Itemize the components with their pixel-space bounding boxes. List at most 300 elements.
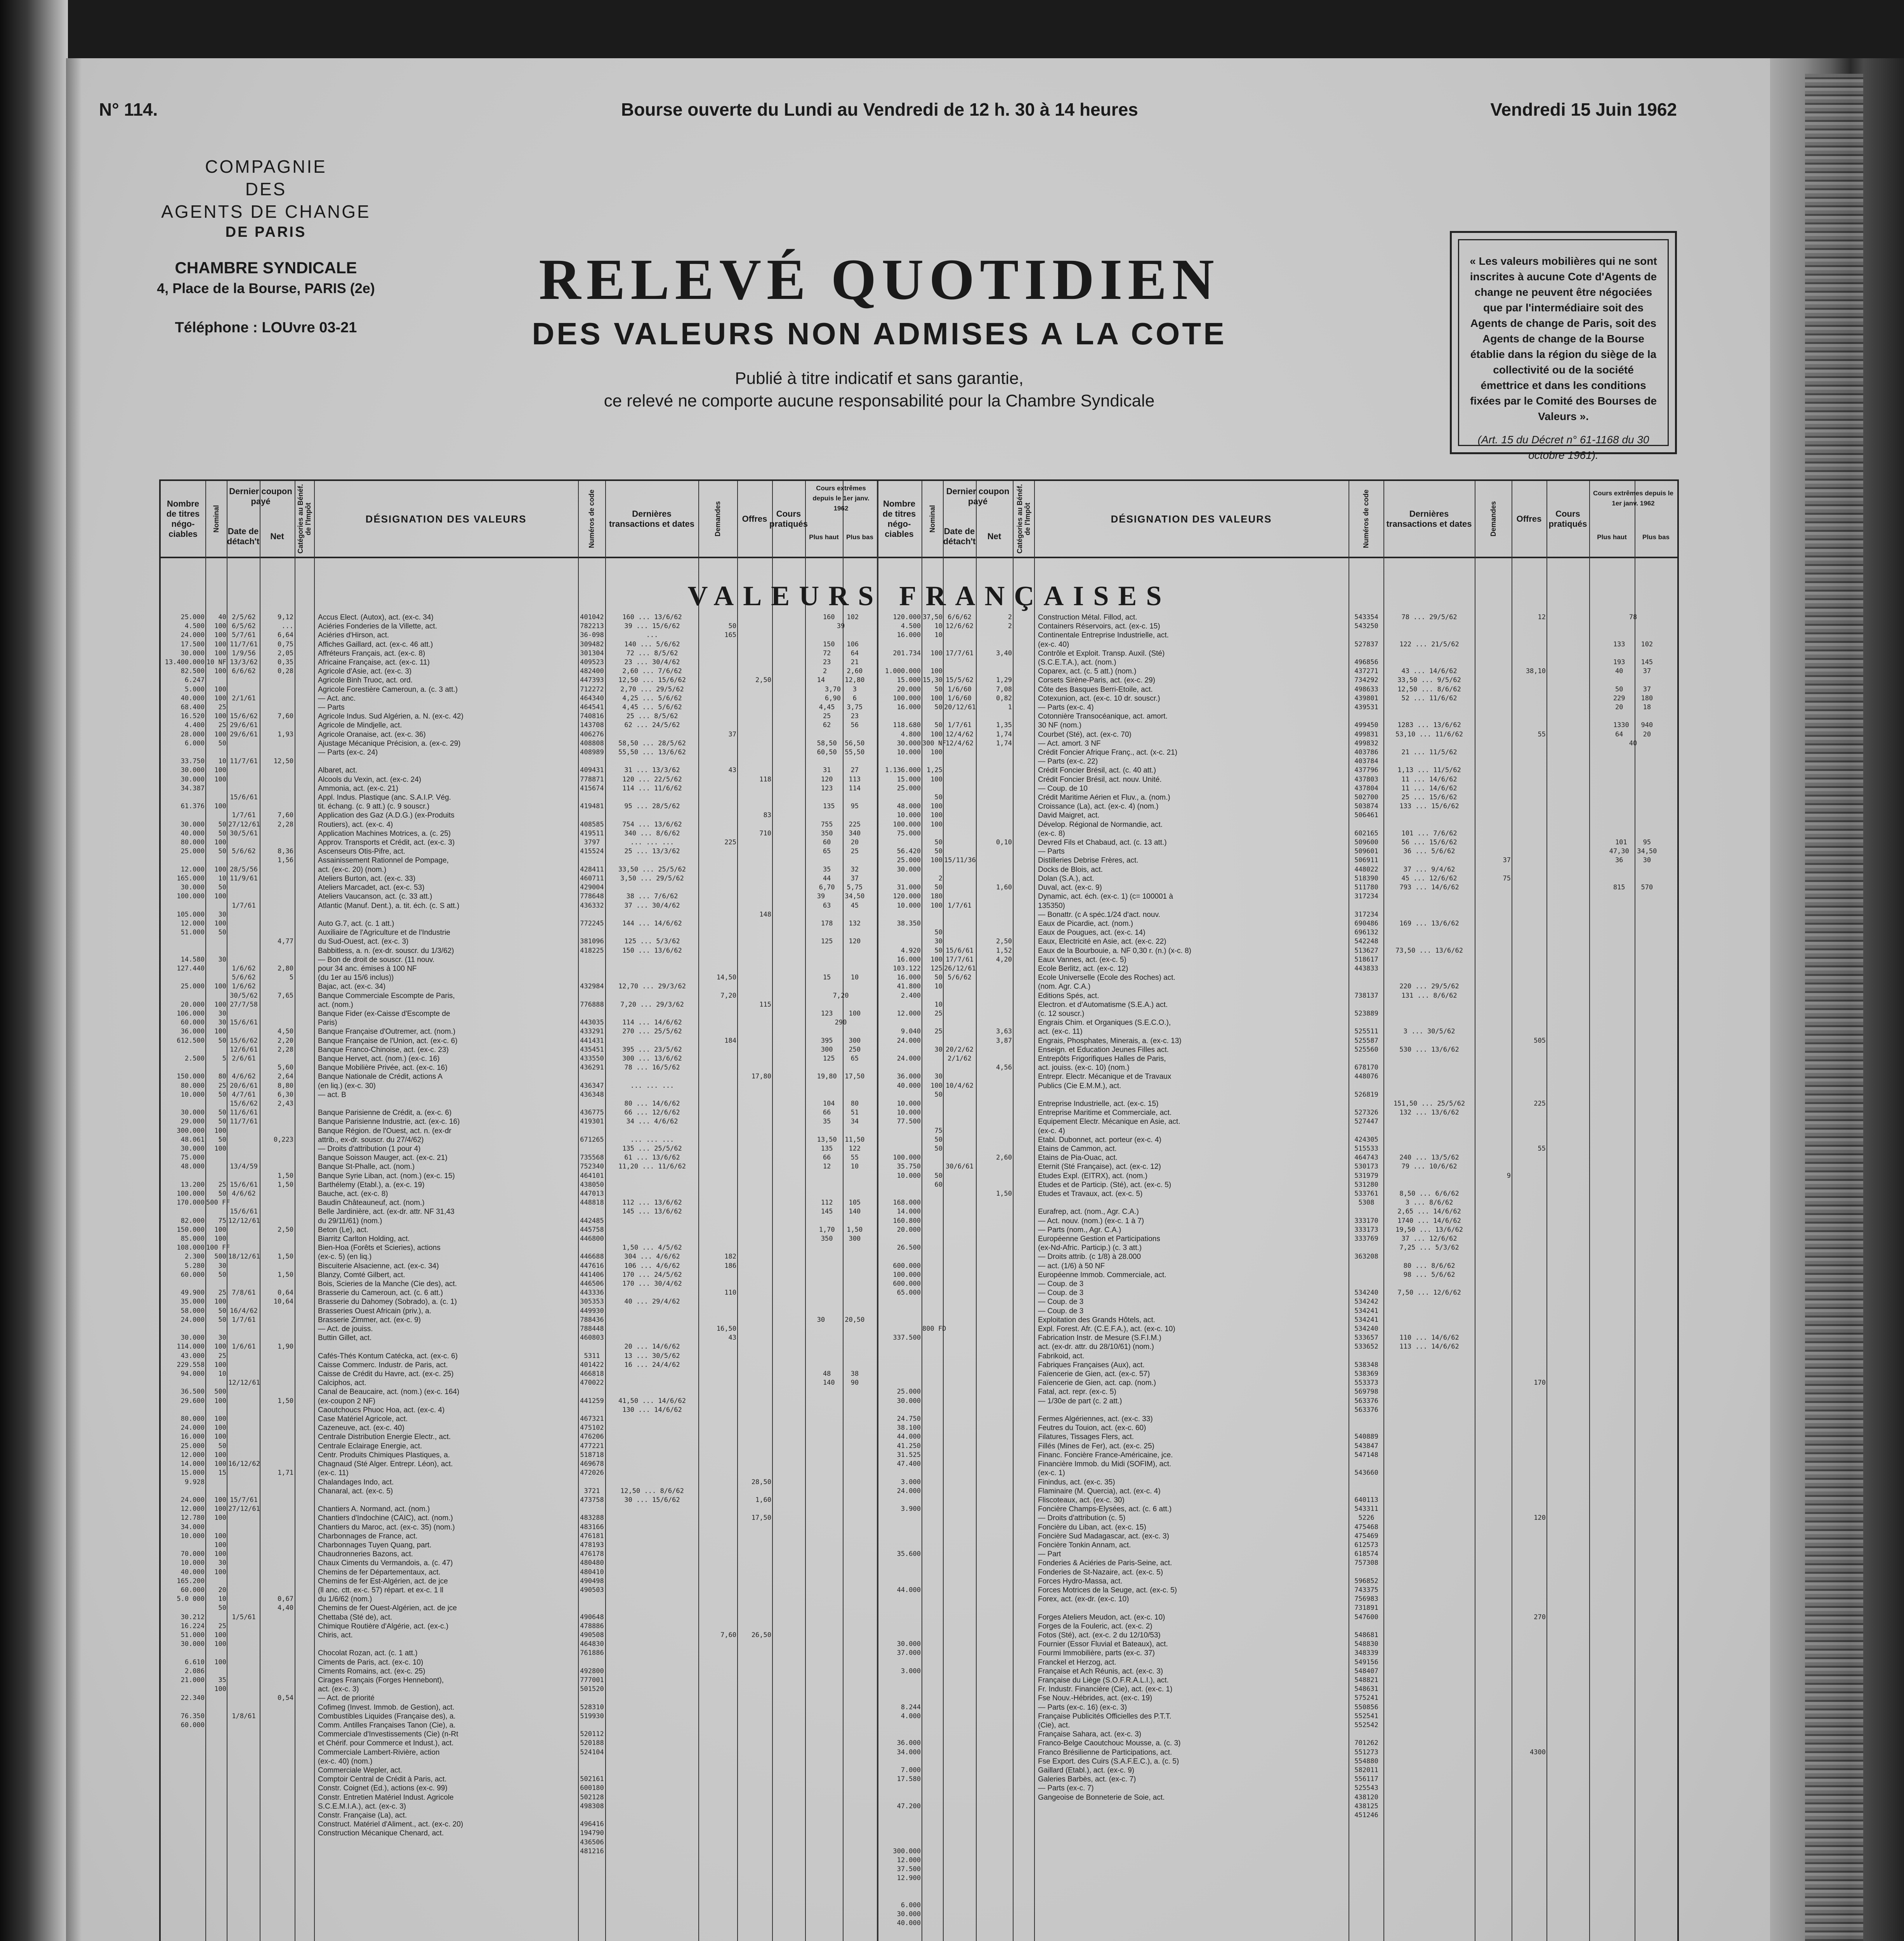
col-header-date-detach-right: Date de détach't [943, 526, 976, 546]
designation-row: Foncière Sud Madagascar, act. (ex-c. 3) [1038, 1532, 1169, 1540]
col-header-demandes-text: Demandes [714, 501, 722, 537]
designation-row: Cafés-Thés Kontum Catécka, act. (ex-c. 6) [318, 1352, 458, 1360]
designation-row: Chaux Ciments du Vermandois, a. (c. 47) [318, 1559, 453, 1568]
designation-row: (Cie), act. [1038, 1721, 1070, 1729]
designation-row: Entrepôts Frigorifiques Halles de Paris, [1038, 1054, 1166, 1063]
designation-row: Etudes et Travaux, act. (ex-c. 5) [1038, 1190, 1143, 1198]
designation-row: Eternit (Sté Française), act. (ex-c. 12) [1038, 1163, 1161, 1171]
designation-row: Eaux Vannes, act. (ex-c. 5) [1038, 955, 1126, 964]
designation-row: (ll anc. ctt. ex-c. 57) répart. et ex-c. 1 ll [318, 1586, 444, 1594]
designation-row: Centrale Eclairage Energie, act. [318, 1442, 422, 1450]
designation-row: Ecole Universelle (Ecole des Roches) act. [1038, 974, 1175, 982]
designation-row: Chemins de fer Départementaux, act. [318, 1568, 441, 1576]
designation-row [318, 1342, 576, 1351]
issue-number: N° 114. [99, 99, 158, 120]
designation-row: Européenne Immob. Commerciale, act. [1038, 1271, 1166, 1279]
right-extremes-column: 78 133 102 193 145 40 37 50 37 229 180 20 18 1330 940 64 20 40 101 95 47,30 34,50 36 30 815 570 [1609, 613, 1657, 892]
designation-row: Fabrication Instr. de Mesure (S.F.I.M.) [1038, 1334, 1161, 1342]
designation-row: — Act. de jouiss. [318, 1325, 373, 1333]
designation-row: Eaux de la Bourbouie, a. NF 0,30 r. (n.) (x-c. 8) [1038, 946, 1191, 955]
col-header-designation-right: DÉSIGNATION DES VALEURS [1111, 513, 1272, 525]
designation-row: Fotos (Sté), act. (ex-c. 2 du 12/10/53) [1038, 1631, 1161, 1639]
right-coupon-date-column: 6/6/62 12/6/62 17/7/61 15/5/62 1/6/60 1/6/60 20/12/61 1/7/61 12/4/62 12/4/62 15/11/36 1/7/61 15/6/61 17/7/61 26/12/61 5/6/62 20/2/62 2/1/62 10/4/62 30/6/61 [944, 613, 976, 1171]
designation-row: du Sud-Ouest, act. (ex-c. 3) [318, 938, 409, 946]
designation-row: (ex-c. 11) [318, 1469, 349, 1477]
designation-row: Etains de Pia-Ouac, act. [1038, 1154, 1118, 1162]
publisher-block [99, 155, 433, 336]
designation-row: Française Sahara, act. (ex-c. 3) [1038, 1730, 1142, 1739]
designation-row: — Droits d'attribution (c. 5) [1038, 1514, 1126, 1523]
designation-row: Distilleries Debrise Frères, act. [1038, 856, 1139, 865]
designation-row: — act. B [318, 1090, 346, 1099]
designation-row: Filatures, Tissages Flers, act. [1038, 1433, 1134, 1441]
designation-row: Paris) [318, 1019, 337, 1027]
designation-row: — Droits attrib. (c 1/8) à 28.000 [1038, 1253, 1141, 1261]
designation-row: — Act. nouv. (nom.) (ex-c. 1 à 7) [1038, 1217, 1144, 1225]
col-header-numeros [578, 481, 605, 557]
designation-row: act. (nom.) [318, 1000, 353, 1009]
designation-row: Banque Nationale de Crédit, actions A [318, 1073, 443, 1081]
page-shadow [66, 58, 82, 1941]
designation-row: Chimique Routière d'Algérie, act. (ex-c.) [318, 1622, 449, 1630]
left-dernieres-column: 160 ... 13/6/62 39 ... 15/6/62 ... 140 ... 5/6/62 72 ... 8/5/62 23 ... 30/4/62 2,60 ... 7/6/62 12,50 ... 15/6/62 2,70 ... 29/5/62 4,25 ... 5/6/62 4,45 ... 5/6/62 25 ... 8/5/62 62 ... 24/5/62 58,50 ... 28/5/62 55,50 ... 13/6/62 31 ... 13/3/62 120 ... 22/5/62 114 ... 11/6/62 95 ... 28/5/62 754 ... 13/6/62 340 ... 8/6/62 ... ... ... 25 ... 13/3/62 33,50 ... 25/5/62 3,50 ... 29/5/62 38 ... 7/6/62 37 ... 30/4/62 144 ... 14/6/62 125 ... 5/3/62 150 ... 13/6/62 12,70 ... 29/3/62 7,20 ... 29/3/62 114 ... 14/6/62 270 ... 25/5/62 395 ... 23/5/62 300 ... 13/6/62 78 ... 16/5/62 ... ... ... 80 ... 14/6/62 66 ... 12/6/62 34 ... 4/6/62 ... ... ... 135 ... 25/5/62 61 ... 13/6/62 11,20 ... 11/6/62 112 ... 13/6/62 145 ... 13/6/62 1,50 ... 4/5/62 304 ... 4/6/62 106 ... 4/6/62 170 ... 24/5/62 170 ... 30/4/62 40 ... 29/4/62 20 ... 14/6/62 13 ... 30/5/62 16 ... 24/4/62 41,50 ... 14/6/62 130 ... 14/6/62 12,50 ... 8/6/62 30 ... 15/6/62 [618, 613, 686, 1504]
col-header-offres-right: Offres [1516, 514, 1542, 524]
designation-row: Banque Parisienne de Crédit, a. (ex-c. 6) [318, 1109, 452, 1117]
issue-date: Vendredi 15 Juin 1962 [1490, 99, 1677, 120]
left-demandes-column: 50 165 37 43 225 14,50 7,20 184 182 186 110 16,50 43 7,60 [716, 622, 736, 1639]
designation-row: Etains de Cammon, act. [1038, 1144, 1117, 1153]
designation-row: (ex-c. 4) [1038, 1127, 1065, 1135]
designation-row: Foncière du Liban, act. (ex-c. 15) [1038, 1523, 1146, 1531]
designation-row: et Chérif. pour Commerce et Indust.), act. [318, 1739, 454, 1748]
designation-row: Enseign. et Education Jeunes Filles act. [1038, 1045, 1169, 1054]
designation-row: Financ. Foncière France-Américaine, jce. [1038, 1451, 1173, 1459]
designation-row: Constr. Entretien Matériel Indust. Agricole [318, 1793, 454, 1802]
designation-row: Ateliers Burton, act. (ex-c. 33) [318, 874, 416, 883]
designation-row: Crédit Foncier Brésil, act. nouv. Unité. [1038, 775, 1162, 784]
designation-row: Ateliers Vaucanson, act. (c. 33 att.) [318, 892, 432, 901]
designation-row: Banque Française de l'Union, act. (ex-c. 6) [318, 1036, 458, 1045]
designation-row: Brasserie du Cameroun, act. (c. 6 att.) [318, 1289, 443, 1297]
col-header-categories-right [1013, 481, 1034, 557]
designation-row [318, 1640, 576, 1649]
designation-row: Financière Immob. du Midi (SOFIM), act. [1038, 1460, 1172, 1469]
col-header-extremes-right: Cours extrêmes depuis le 1er janv. 1962 [1593, 490, 1673, 507]
designation-row: Duval, act. (ex-c. 9) [1038, 884, 1102, 892]
col-header-extremes: Cours extrêmes depuis le 1er janv. 1962 [812, 484, 870, 512]
right-demandes-column: 37 75 9 [1503, 856, 1511, 1180]
designation-row: Accus Elect. (Autox), act. (ex-c. 34) [318, 613, 434, 622]
designation-row: Belle Jardinière, act. (ex-dr. attr. NF 31,43 [318, 1208, 455, 1216]
designation-row: du 1/6/62 (nom.) [318, 1595, 372, 1604]
left-nombre-column: 25.000 4.500 24.000 17.500 30.000 13.400.000 82.500 6.247 5.000 40.000 68.400 16.520 4.400 28.000 6.000 33.750 30.000 30.000 34.387 61.376 30.000 40.000 80.000 25.000 12.000 165.000 30.000 100.000 105.000 12.000 51.000 14.580 127.440 25.000 20.000 106.000 60.000 36.000 612.500 2.500 150.000 80.000 10.000 30.000 29.000 300.000 48.061 30.000 75.000 48.000 13.200 100.000 170.000 82.000 150.000 85.000 108.000 2.300 5.280 60.000 49.900 35.000 58.000 24.000 30.000 114.000 43.000 229.558 94.000 36.500 29.600 80.000 24.000 16.000 25.000 12.000 14.000 15.000 9.928 24.000 12.000 12.780 34.000 10.000 70.000 10.000 40.000 165.200 60.000 5.0 000 30.212 16.224 51.000 30.000 6.610 2.086 21.000 22.340 76.350 60.000 [165, 613, 205, 1729]
designation-row: act. jouiss. (ex-c. 10) (nom.) [1038, 1064, 1130, 1072]
designation-row: (ex-c. 40) [1038, 640, 1069, 649]
col-header-nominal-text: Nominal [212, 505, 220, 533]
designation-row: Alcools du Vexin, act. (ex-c. 24) [318, 775, 422, 784]
designation-row: act. (ex-c. 11) [1038, 1028, 1083, 1036]
designation-row [318, 1496, 576, 1505]
designation-row: Crédit Foncier Brésil, act. (c. 40 att.) [1038, 766, 1156, 775]
title-block [458, 248, 1300, 412]
designation-row: Fse Nouv.-Hébrides, act. (ex-c. 19) [1038, 1694, 1152, 1703]
designation-row: Entrepr. Electr. Mécanique et de Travaux [1038, 1073, 1172, 1081]
designation-row: Bois, Scieries de la Manche (Cie des), act. [318, 1280, 457, 1288]
designation-row: Appl. Indus. Plastique (anc. S.A.I.P. Vég. [318, 793, 451, 802]
publisher-line: DES [245, 179, 287, 199]
designation-row: Brasserie Zimmer, act. (ex-c. 9) [318, 1316, 421, 1324]
book-binding [1770, 58, 1904, 1941]
designation-row: Cotexunion, act. (ex-c. 10 dr. souscr.) [1038, 694, 1160, 703]
designation-row: Biscuiterie Alsacienne, act. (ex-c. 34) [318, 1262, 439, 1270]
designation-row: Construct. Matériel d'Aliment., act. (ex-c. 20) [318, 1820, 463, 1829]
designation-row: Finindus, act. (ex-c. 35) [1038, 1478, 1115, 1486]
designation-row [1038, 1198, 1347, 1207]
designation-row: Bajac, act. (ex-c. 34) [318, 983, 386, 991]
designation-row: — Coup. de 3 [1038, 1298, 1084, 1306]
col-header-categories-right-text: Catégories au Bénéf. de l'Impôt [1015, 484, 1031, 554]
designation-row: Banque Française d'Outremer, act. (nom.) [318, 1028, 456, 1036]
designation-row: Feutres du Touion, act. (ex-c. 60) [1038, 1424, 1146, 1432]
designation-row: — Parts (nom., Agr. C.A.) [1038, 1226, 1121, 1234]
designation-row: Chocolat Rozan, act. (c. 1 att.) [318, 1649, 418, 1658]
designation-row: Construction Mécanique Chenard, act. [318, 1829, 444, 1838]
designation-row: Affiches Gaillard, act. (ex-c. 46 att.) [318, 640, 433, 649]
designation-row: Banque Commerciale Escompte de Paris, [318, 991, 455, 1000]
designation-row: Containers Réservoirs, act. (ex-c. 15) [1038, 622, 1160, 631]
designation-row: Forces Hydro-Massa, act. [1038, 1577, 1123, 1585]
designation-row: Banque Fider (ex-Caisse d'Escompte de [318, 1009, 450, 1018]
designation-row: Forges Ateliers Meudon, act. (ex-c. 10) [1038, 1613, 1165, 1622]
designation-row: S.C.E.M.I.A.), act. (ex-c. 3) [318, 1802, 406, 1811]
col-header-categories [295, 481, 314, 557]
designation-row: Brasseries Ouest Africain (priv.), a. [318, 1307, 432, 1315]
designation-row: Ciments de Paris, act. (ex-c. 10) [318, 1658, 423, 1667]
designation-row: Fse Export. des Cuirs (S.A.F.E.C.), a. (c. 5) [1038, 1757, 1179, 1766]
col-header-dernier-coupon: Dernier coupon payé [229, 486, 292, 506]
designation-row: Chettaba (Sté de), act. [318, 1613, 392, 1622]
designation-row: Fonderies & Aciéries de Paris-Seine, act. [1038, 1559, 1172, 1568]
col-header-plus-bas: Plus bas [846, 533, 873, 541]
designation-row: — Parts (ex-c. 24) [318, 748, 378, 757]
disclaimer-line: ce relevé ne comporte aucune responsabilité pour la Chambre Syndicale [604, 391, 1155, 410]
designation-row: Contrôle et Exploit. Transp. Auxil. (Sté) [1038, 649, 1165, 658]
designation-row: Equipement Electr. Mécanique en Asie, act. [1038, 1118, 1180, 1126]
designation-row: (du 1er au 15/6 inclus)) [318, 974, 394, 982]
designation-row: Banque Franco-Chinoise, act. (ex-c. 23) [318, 1045, 449, 1054]
designation-row: Forex, act. (ex-dr. (ex-c. 10) [1038, 1595, 1129, 1604]
designation-row: — Droits d'attribution (1 pour 4) [318, 1144, 421, 1153]
designation-row: Exploitation des Grands Hôtels, act. [1038, 1316, 1156, 1324]
designation-row: Agricole Forestière Cameroun, a. (c. 3 att.) [318, 685, 458, 694]
designation-row: Electron. et d'Automatisme (S.E.A.) act. [1038, 1000, 1168, 1009]
col-header-numeros-right-text: Numéros de code [1362, 489, 1370, 549]
designation-row: — 1/30e de part (c. 2 att.) [1038, 1397, 1122, 1405]
designation-row: — Bonattr. (c A spéc.1/24 d'act. nouv. [1038, 910, 1160, 919]
designation-row: Franckel et Herzog, act. [1038, 1658, 1116, 1667]
designation-row: Agricole de Mindjelle, act. [318, 721, 402, 730]
designation-row: Auto G.7, act. (c. 1 att.) [318, 919, 394, 928]
col-header-net-right: Net [987, 531, 1001, 541]
designation-row: Chalandages Indo, act. [318, 1478, 394, 1486]
designation-row: Buttin Gillet, act. [318, 1334, 372, 1342]
designation-row: Construction Métal. Fillod, act. [1038, 613, 1137, 622]
designation-row: Atlantic (Manuf. Dent.), a. tit. éch. (c. S att.) [318, 901, 460, 910]
designation-row: — Parts [1038, 847, 1065, 856]
left-code-column: 401042 782213 36-098 309482 301304 409523 482400 447393 712272 464340 464541 740816 143708 406276 408808 408989 409431 778871 415674 419481 408585 419511 3797 415524 428411 460711 429004 778648 436332 772245 381096 418225 432984 776888 443035 433291 441431 435451 433550 436291 436347 436348 436775 419301 671265 735568 752340 464101 438050 447013 448818 442485 445758 446800 446688 447616 441406 446506 443336 305353 449930 788436 788448 460803 5311 401422 466818 470022 441259 467321 475102 476206 477221 518718 469678 472026 3721 473758 483288 483166 476181 478193 476178 480480 480410 490498 490503 490648 478886 490508 464830 761886 492800 777001 501520 528310 519930 520112 520188 524104 502161 600180 502128 498308 496416 194790 436506 481216 [580, 613, 604, 1855]
designation-row: Caisse Commerc. Industr. de Paris, act. [318, 1361, 448, 1369]
designation-row: — Act. amort. 3 NF [1038, 739, 1101, 748]
designation-row: Faïencerie de Gien, act. cap. (nom.) [1038, 1379, 1156, 1387]
designation-row: Caisse de Crédit du Havre, act. (ex-c. 25) [318, 1370, 454, 1378]
designation-row: Aciéries d'Hirson, act. [318, 631, 389, 640]
left-coupon-date-column: 2/5/62 6/5/62 5/7/61 11/7/61 1/9/56 13/3/62 6/6/62 2/1/61 15/6/62 29/6/61 29/6/61 11/7/61 15/6/61 1/7/61 27/12/61 30/5/61 5/6/62 28/5/56 11/9/61 1/7/61 1/6/62 5/6/62 1/6/62 30/5/62 27/7/58 15/6/61 15/6/62 12/6/61 2/6/61 4/6/62 20/6/61 4/7/61 15/6/62 11/6/61 11/7/61 13/4/59 15/6/61 4/6/62 15/6/61 12/12/61 18/12/61 7/8/61 16/4/62 1/7/61 1/6/61 12/12/61 16/12/62 15/7/61 27/12/61 1/5/61 1/8/61 [228, 613, 260, 1720]
designation-row: Forges de la Fouleric, act. (ex-c. 2) [1038, 1622, 1152, 1630]
designation-row: Gaillard (Etabl.), act. (ex-c. 9) [1038, 1766, 1135, 1774]
designation-row: Corsets Sirène-Paris, act. (ex-c. 29) [1038, 676, 1155, 685]
designation-row: Albaret, act. [318, 766, 358, 775]
designation-row: — Coup. de 3 [1038, 1289, 1084, 1297]
designation-row: David Maigret, act. [1038, 811, 1100, 820]
publisher-line: AGENTS DE CHANGE [161, 201, 371, 222]
designation-row: — Parts (ex-c. 16) (ex-c. 3) [1038, 1703, 1127, 1712]
designation-row: Constr. Française (La), act. [318, 1811, 407, 1820]
main-title: RELEVÉ QUOTIDIEN [539, 247, 1220, 312]
col-header-cours-right: Cours pratiqués [1548, 509, 1587, 529]
designation-row: (ex-c. 8) [1038, 829, 1065, 838]
designation-row: Canal de Beaucaire, act. (nom.) (ex-c. 164) [318, 1388, 460, 1396]
designation-row: Fourmi Immobilière, parts (ex-c. 37) [1038, 1649, 1155, 1658]
designation-row: Continentale Entreprise Industrielle, act. [1038, 631, 1169, 640]
designation-row: Centr. Produits Chimiques Plastiques, a. [318, 1451, 450, 1459]
designation-row: — Bon de droit de souscr. (11 nouv. [318, 955, 435, 964]
col-header-offres: Offres [742, 514, 767, 524]
designation-row: Devred Fils et Chabaud, act. (c. 13 att.) [1038, 839, 1167, 847]
designation-row: Eurafrep, act. (nom., Agr. C.A.) [1038, 1208, 1139, 1216]
designation-row: Crédit Maritime Aérien et Fluv., a. (nom.) [1038, 793, 1170, 802]
designation-row: Chantiers A. Normand, act. (nom.) [318, 1505, 430, 1514]
publisher-line: DE PARIS [225, 224, 307, 240]
designation-row: Française et Ach Réunis, act. (ex-c. 3) [1038, 1667, 1163, 1675]
col-header-numeros-right [1349, 481, 1383, 557]
designation-row: — Coup. de 10 [1038, 784, 1088, 793]
trading-hours: Bourse ouverte du Lundi au Vendredi de 12 h. 30 à 14 heures [621, 99, 1138, 120]
col-header-date-detach: Date de détach't [227, 526, 260, 546]
designation-row [318, 757, 576, 766]
designation-row: Etudes Expl. (EITRX), act. (nom.) [1038, 1172, 1147, 1180]
col-header-cours: Cours pratiqués [769, 509, 808, 529]
col-header-nominal [205, 481, 227, 557]
subtitle: DES VALEURS NON ADMISES A LA COTE [532, 316, 1227, 351]
designation-row: Assainissement Rationnel de Pompage, [318, 856, 449, 865]
designation-row: 30 NF (nom.) [1038, 721, 1081, 730]
masthead-line [99, 99, 1677, 130]
designation-row: Beton (Le), act. [318, 1226, 368, 1234]
designation-row: (ex-Nd-Afric. Particip.) (c. 3 att.) [1038, 1244, 1142, 1252]
designation-row: 135350) [1038, 901, 1065, 910]
designation-row: Etabl. Dubonnet, act. porteur (ex-c. 4) [1038, 1135, 1161, 1144]
designation-row: Application Machines Motrices, a. (c. 25) [318, 829, 451, 838]
designation-row: Fournier (Essor Fluvial et Bateaux), act. [1038, 1640, 1168, 1649]
designation-row: Agricole Binh Truoc, act. ord. [318, 676, 413, 685]
col-header-nominal-right-text: Nominal [928, 505, 936, 533]
designation-row: Crédit Foncier Afrique Franç., act. (x-c. 21) [1038, 748, 1178, 757]
designation-row: Approv. Transports et Crédit, act. (ex-c. 3) [318, 839, 455, 847]
designation-row: attrib., ex-dr. souscr. du 27/4/62) [318, 1135, 424, 1144]
designation-row: Africaine Française, act. (ex-c. 11) [318, 658, 430, 667]
designation-row: Banque Hervet, act. (nom.) (ex-c. 16) [318, 1054, 440, 1063]
left-net-column: 9,12 ... 6,64 0,75 2,05 0,35 0,28 7,60 1,93 12,50 7,60 2,28 8,36 1,56 4,77 2,80 5 7,65 4,50 2,20 2,28 5,60 2,64 8,80 6,30 2,43 0,223 1,50 1,50 2,50 1,50 1,50 0,64 10,64 1,90 1,50 1,71 0,67 4,40 0,54 [273, 613, 293, 1702]
designation-row: Application des Gaz (A.D.G.) (ex-Produits [318, 811, 455, 820]
designation-row: Routiers), act. (ex-c. 4) [318, 820, 393, 829]
right-offres-column: 12 38,10 55 505 225 55 170 120 270 4300 [1526, 613, 1546, 1756]
designation-row: — Act. de priorité [318, 1694, 375, 1703]
designation-row: Galeries Barbès, act. (ex-c. 7) [1038, 1775, 1136, 1784]
designation-row: Gangeoise de Bonneterie de Soie, act. [1038, 1793, 1165, 1802]
designation-row: tit. échang. (c. 9 att.) (c. 9 souscr.) [318, 802, 430, 811]
designation-row: Affréteurs Français, act. (ex-c. 8) [318, 649, 425, 658]
designation-row: Chemins de fer Ouest-Algérien, act. de jce [318, 1604, 457, 1613]
designation-row: Bauche, act. (ex-c. 8) [318, 1190, 388, 1198]
right-code-column: 543354 543250 527837 496856 437271 734292 498633 439801 439531 499450 499831 499832 403786 403784 437796 437803 437804 502700 503874 506461 602165 509600 509601 506911 448022 518390 511780 317234 317234 690486 696132 542248 513627 518617 443833 738137 523889 525511 525587 525560 678170 448076 526819 527326 527447 424305 515533 464743 530173 531979 531280 533761 5308 333170 333173 333769 363208 534240 534242 534241 534241 534240 533657 533652 538348 538369 553373 569798 563376 563376 540889 543847 547148 543660 640113 543311 5226 475468 475469 612573 618574 757308 596852 743375 756983 731891 547600 548681 548830 348339 549156 548407 548821 548631 575241 550856 552541 552542 701262 551273 554880 582011 556117 525543 438120 438125 451246 [1354, 613, 1378, 1819]
designation-row: act. (ex-dr. attr. du 28/10/61) (nom.) [1038, 1343, 1154, 1351]
designation-row [318, 910, 576, 919]
right-nominal-column: 37,50 10 10 100 100 15,30 50 100 50 50 100 300 NF 100 1,25 100 50 100 100 100 50 50 100 2 50 180 100 50 30 50 100 125 50 10 10 25 25 30 30 100 50 75 50 50 50 60 800 FD [922, 613, 946, 1333]
designation-row: (ex-coupon 2 NF) [318, 1397, 375, 1405]
designation-row [1038, 1406, 1347, 1415]
designation-row: Cirages Français (Forges Hennebont), [318, 1676, 444, 1684]
designation-row: Banque Région. de l'Ouest, act. n. (ex-dr [318, 1127, 451, 1135]
legal-notice-reference: (Art. 15 du Décret n° 61-1168 du 30 octobre 1961). [1477, 434, 1649, 461]
designation-row: Banque Soisson Mauger, act. (ex-c. 21) [318, 1154, 448, 1162]
designation-row: Constr. Coignet (Ed.), actions (ex-c. 99) [318, 1784, 448, 1793]
designation-row: (ex-c. 40) (nom.) [318, 1757, 373, 1766]
col-header-numeros-text: Numéros de code [588, 489, 595, 549]
designation-row: Agricole Oranaise, act. (ex-c. 36) [318, 730, 426, 739]
designation-row: Croissance (La), act. (ex-c. 4) (nom.) [1038, 802, 1159, 811]
col-header-designation: DÉSIGNATION DES VALEURS [365, 513, 527, 525]
publisher-line: COMPAGNIE [205, 156, 327, 177]
right-dernieres-column: 78 ... 29/5/62 122 ... 21/5/62 43 ... 14/6/62 33,50 ... 9/5/62 12,50 ... 8/6/62 52 ... 11/6/62 1283 ... 13/6/62 53,10 ... 11/6/62 21 ... 11/5/62 1,13 ... 11/5/62 11 ... 14/6/62 11 ... 14/6/62 25 ... 15/6/62 133 ... 15/6/62 101 ... 7/6/62 56 ... 15/6/62 36 ... 5/6/62 37 ... 9/4/62 45 ... 12/6/62 793 ... 14/6/62 169 ... 13/6/62 73,50 ... 13/6/62 220 ... 29/5/62 131 ... 8/6/62 3 ... 30/5/62 530 ... 13/6/62 151,50 ... 25/5/62 132 ... 13/6/62 240 ... 13/5/62 79 ... 10/6/62 8,50 ... 6/6/62 3 ... 8/6/62 2,65 ... 14/6/62 1740 ... 14/6/62 19,50 ... 13/6/62 37 ... 12/6/62 7,25 ... 5/3/62 80 ... 8/6/62 98 ... 5/6/62 7,50 ... 12/6/62 110 ... 14/6/62 113 ... 14/6/62 [1393, 613, 1465, 1351]
designation-row: Aciéries Fonderies de la Villette, act. [318, 622, 437, 631]
designation-row: Banque Parisienne Industrie, act. (ex-c. 16) [318, 1118, 460, 1126]
designation-row: — Part [1038, 1550, 1061, 1559]
designation-row: Ajustage Mécanique Précision, a. (ex-c. 29) [318, 739, 461, 748]
page-edges [1805, 74, 1863, 1941]
col-header-nominal-right [922, 481, 943, 557]
designation-row: — Parts (ex-c. 4) [1038, 703, 1094, 712]
designation-row: Etudes et de Particip. (Sté), act. (ex-c. 5) [1038, 1181, 1172, 1189]
designation-row: Baudin Châteauneuf, act. (nom.) [318, 1199, 425, 1207]
designation-row: Chantiers du Maroc, act. (ex-c. 35) (nom.) [318, 1523, 455, 1531]
designation-row: act. (ex-c. 3) [318, 1685, 359, 1694]
left-nominal-column: 40 100 100 100 100 10 NF 100 100 100 25 100 25 100 50 10 100 100 100 50 50 100 50 100 10 50 100 30 100 50 30 100 100 30 30 100 50 5 80 25 50 50 50 100 50 100 25 50 500 FF 75 100 100 100 FF 500 30 50 25 100 50 50 30 100 25 100 10 500 100 100 100 100 50 100 100 15 100 100 100 100 100 100 30 100 20 10 50 25 100 100 100 35 100 [206, 613, 230, 1693]
chamber-address: 4, Place de la Bourse, PARIS (2e) [157, 280, 375, 296]
designation-row: Commerciale d'Investissements (Cie) (n-Rt [318, 1730, 458, 1739]
designation-row: du 29/11/61) (nom.) [318, 1217, 382, 1225]
designation-row: Chantiers d'Indochine (CAIC), act. (nom.) [318, 1514, 453, 1523]
designation-row: Agricole d'Asie, act. (ex-c. 3) [318, 667, 412, 676]
designation-row: — Parts [318, 703, 345, 712]
designation-row: Commerciale Lambert-Rivière, action [318, 1748, 440, 1757]
designation-row: Cazeneuve, act. (ex-c. 40) [318, 1424, 404, 1432]
designation-row: — Coup. de 3 [1038, 1280, 1084, 1288]
designation-row: Banque St-Phalle, act. (nom.) [318, 1163, 415, 1171]
designation-row: Française du Liège (S.O.F.R.A.L.I.), act. [1038, 1676, 1169, 1684]
section-title: VALEURS FRANÇAISES [687, 580, 1171, 611]
col-header-plus-haut: Plus haut [809, 533, 839, 541]
designation-row: Centrale Distribution Energie Electr., act. [318, 1433, 451, 1441]
designation-row: Fatal, act. repr. (ex-c. 5) [1038, 1388, 1116, 1396]
quotation-table [159, 479, 1679, 1941]
designation-row: — Parts (ex-c. 22) [1038, 757, 1098, 766]
designation-row: (ex-c. 1) [1038, 1469, 1065, 1477]
designation-row: Bien-Hoa (Forêts et Scieries), actions [318, 1244, 441, 1252]
designation-row: act. (ex-c. 20) (nom.) [318, 865, 387, 874]
designation-row: Fermes Algériennes, act. (ex-c. 33) [1038, 1415, 1153, 1424]
designation-row: Auxiliaire de l'Agriculture et de l'Industrie [318, 929, 450, 937]
designation-row: Charbonnages de France, act. [318, 1532, 418, 1540]
left-offres-column: 2,50 118 83 710 148 115 17,80 28,50 1,60 17,50 26,50 [751, 676, 771, 1639]
col-header-dernier-coupon-right: Dernier coupon payé [946, 486, 1010, 506]
designation-row: (S.C.E.T.A.), act. (nom.) [1038, 658, 1116, 667]
designation-row: Européenne Gestion et Participations [1038, 1235, 1160, 1243]
col-header-plus-bas-right: Plus bas [1642, 533, 1670, 541]
designation-row: Dévelop. Régional de Normandie, act. [1038, 820, 1163, 829]
designation-row: Ammonia, act. (ex-c. 21) [318, 784, 398, 793]
right-nombre-column: 120.000 4.500 16.000 201.734 1.000.000 15.000 20.000 100.000 16.000 118.680 4.800 30.000 10.000 1.136.000 15.000 25.000 48.000 10.000 100.000 75.000 56.420 25.000 30.000 31.000 120.000 10.000 38.350 4.920 16.000 103.122 16.000 41.800 2.400 12.000 9.040 24.000 24.000 36.000 40.000 10.000 10.000 77.500 100.000 35.750 10.000 168.000 14.000 160.800 20.000 26.500 600.000 100.000 600.000 65.000 337.500 25.000 30.000 24.750 38.100 44.000 41.250 31.525 47.400 3.000 24.000 3.900 35.600 44.000 30.000 37.000 3.000 8.244 4.000 36.000 34.000 7.000 17.580 47.200 300.000 12.000 37.500 12.900 6.000 30.000 40.000 [885, 613, 921, 1927]
designation-row: Forces Motrices de la Seuge, act. (ex-c. 5) [1038, 1586, 1177, 1594]
designation-row: (c. 12 souscr.) [1038, 1009, 1085, 1018]
designation-row: — Parts (ex-c. 7) [1038, 1784, 1094, 1793]
designation-row: Chemins de fer Est-Algérien, act. de jce [318, 1577, 448, 1585]
designation-row: Ecole Berlitz, act. (ex-c. 12) [1038, 964, 1128, 973]
designation-row: Fabrikoid, act. [1038, 1352, 1085, 1360]
designation-row: Expl. Forest. Afr. (C.E.F.A.), act. (ex-c. 10) [1038, 1325, 1175, 1333]
col-header-nombre-right: Nombre de titres négo-ciables [882, 498, 916, 539]
designation-row: pour 34 anc. émises à 100 NF [318, 964, 417, 973]
scan-edge [0, 0, 68, 1941]
col-header-net: Net [270, 531, 284, 541]
chamber-name: CHAMBRE SYNDICALE [175, 259, 357, 277]
left-extremes-column: 160 102 39 150 106 72 64 23 21 2 2,60 14 12,80 3,70 3 6,90 6 4,45 3,75 25 23 62 56 58,50 56,50 60,50 55,50 31 27 120 113 123 114 135 95 755 225 350 340 60 20 65 25 35 32 44 37 6,70 5,75 39 34,50 63 45 178 132 125 120 15 10 7,20 123 100 290 395 300 300 250 125 65 19,80 17,50 104 80 66 51 35 34 13,50 11,50 135 122 66 55 12 10 112 105 145 140 1,70 1,50 350 300 30 20,50 48 38 140 90 [817, 613, 865, 1387]
designation-row: Eaux de Picardie, act. (nom.) [1038, 919, 1133, 928]
designation-row: Publics (Cie E.M.M.), act. [1038, 1082, 1121, 1090]
designation-row: Entreprise Industrielle, act. (ex-c. 15) [1038, 1099, 1159, 1108]
designation-row: Eaux, Electricité en Asie, act. (ex-c. 22) [1038, 938, 1166, 946]
designation-row: — Act. anc. [318, 694, 356, 703]
designation-row: Agricole Indus. Sud Algérien, a. N. (ex-c. 42) [318, 712, 463, 721]
designation-row: Fr. Industr. Financière (Cie), act. (ex-c. 1) [1038, 1685, 1173, 1694]
designation-row: Banque Syrie Liban, act. (nom.) (ex-c. 15) [318, 1172, 455, 1180]
disclaimer-line: Publié à titre indicatif et sans garantie, [735, 369, 1024, 388]
col-header-demandes [698, 481, 737, 557]
left-designation-column [318, 613, 576, 1838]
designation-row: Fliscoteaux, act. (ex-c. 30) [1038, 1496, 1125, 1504]
designation-row [1038, 1090, 1347, 1099]
designation-row: Charbonnages Tuyen Quang, part. [318, 1541, 432, 1549]
designation-row: Comptoir Central de Crédit à Paris, act. [318, 1775, 447, 1784]
designation-row: Coparex, act. (c. 5 att.) (nom.) [1038, 667, 1137, 676]
designation-row: Engrais, Phosphates, Minerais, a. (ex-c. 13) [1038, 1036, 1182, 1045]
designation-row: — Coup. de 3 [1038, 1307, 1084, 1315]
designation-row: Case Matériel Agricole, act. [318, 1415, 408, 1424]
designation-row: Comm. Antilles Françaises Tanon (Cie), a. [318, 1721, 456, 1729]
legal-notice-box [1450, 231, 1677, 461]
designation-row: Côte des Basques Berri-Etoile, act. [1038, 685, 1153, 694]
designation-row: Chaudronneries Bazons, act. [318, 1550, 413, 1559]
designation-row: Editions Spés, act. [1038, 991, 1099, 1000]
